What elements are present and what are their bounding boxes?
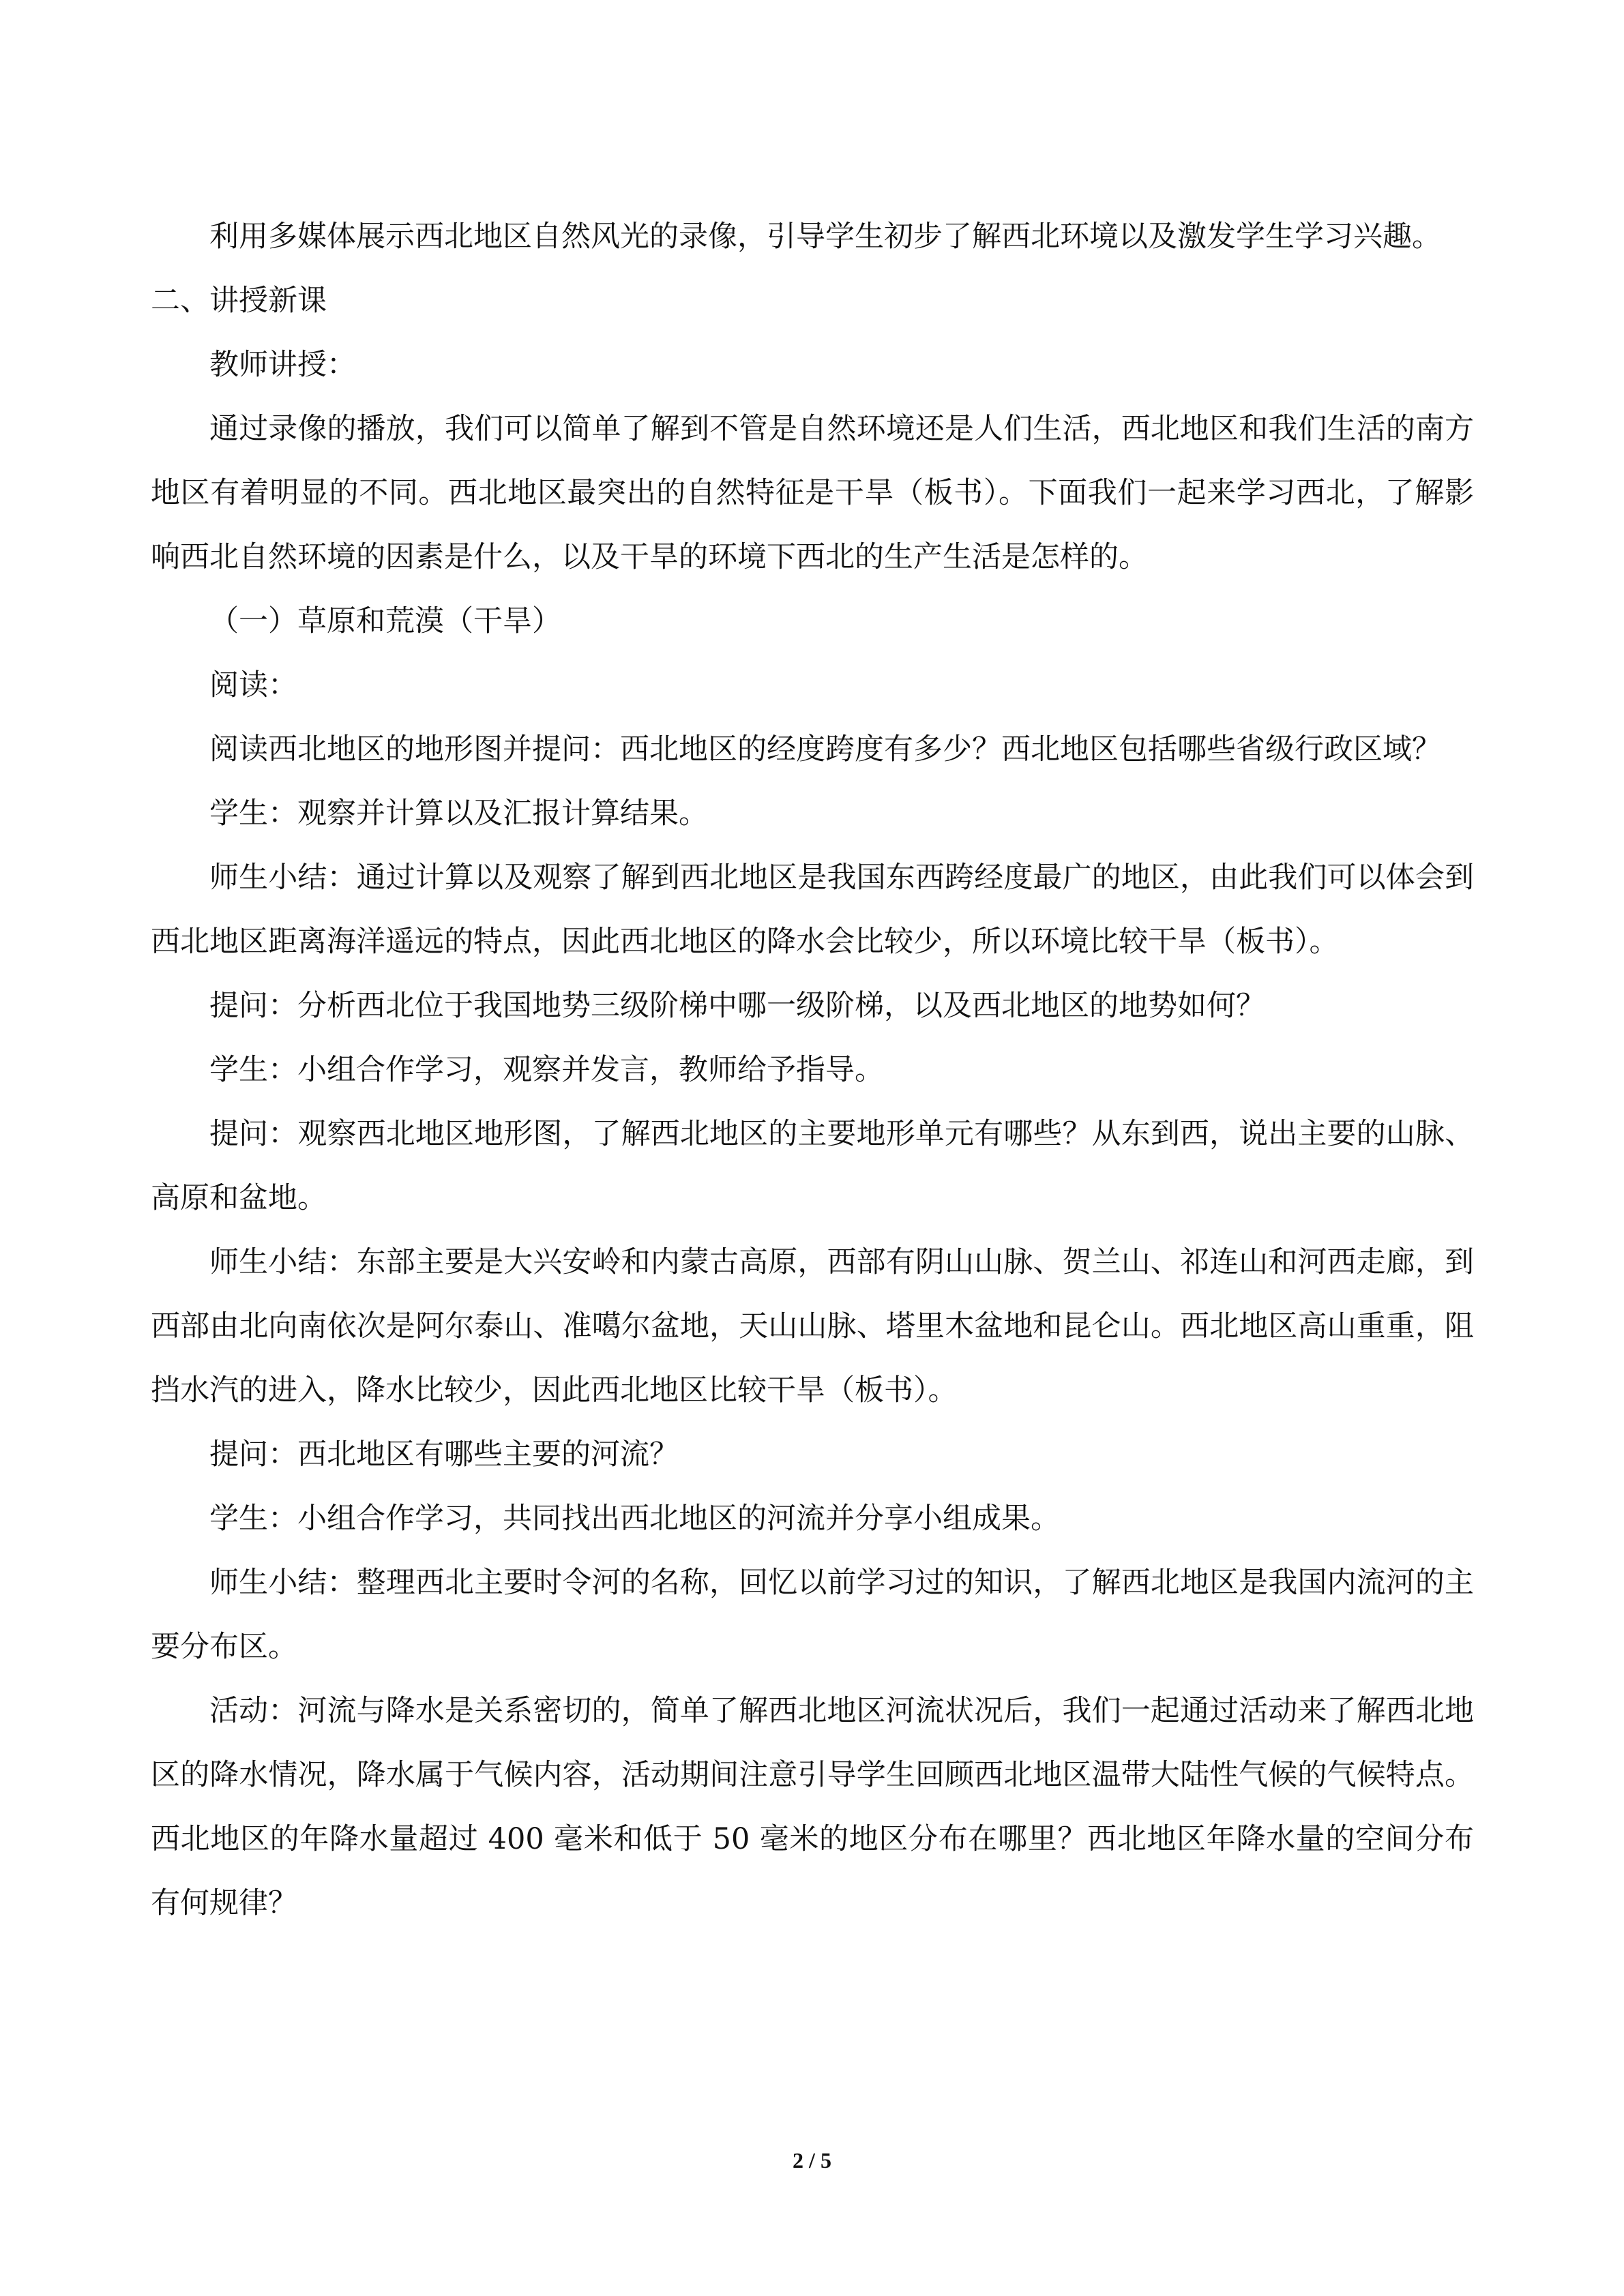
paragraph-student-rivers: 学生：小组合作学习，共同找出西北地区的河流并分享小组成果。 [209,1502,1060,1536]
section-heading-new-lesson: 二、讲授新课 [151,284,327,318]
paragraph-activity-precipitation: 活动：河流与降水是关系密切的，简单了解西北地区河流状况后，我们一起通过活动来了解西北地区的降水情况，降水属于气候内容，活动期间注意引导学生回顾西北地区温带大陆性气候的气候特点。西北地区的年降水量超过 400 毫米和低于 50 毫米的地区分布在哪里？西北地区年降水量的空间分布有何规律？ [151,1694,1474,1920]
paragraph-video-summary: 通过录像的播放，我们可以简单了解到不管是自然环境还是人们生活，西北地区和我们生活的南方地区有着明显的不同。西北地区最突出的自然特征是干旱（板书）。下面我们一起来学习西北，了解影响西北自然环境的因素是什么，以及干旱的环境下西北的生产生活是怎样的。 [151,412,1474,574]
paragraph-student-group-work: 学生：小组合作学习，观察并发言，教师给予指导。 [209,1053,884,1087]
paragraph-summary-longitude: 师生小结：通过计算以及观察了解到西北地区是我国东西跨经度最广的地区，由此我们可以体会到西北地区距离海洋遥远的特点，因此西北地区的降水会比较少，所以环境比较干旱（板书）。 [151,861,1474,959]
paragraph-intro-video: 利用多媒体展示西北地区自然风光的录像，引导学生初步了解西北环境以及激发学生学习兴趣。 [209,220,1441,254]
paragraph-reading-question: 阅读西北地区的地形图并提问：西北地区的经度跨度有多少？西北地区包括哪些省级行政区域？ [209,732,1441,766]
paragraph-summary-rivers: 师生小结：整理西北主要时令河的名称，回忆以前学习过的知识，了解西北地区是我国内流河的主要分布区。 [151,1566,1474,1664]
document-body [151,205,1474,1935]
paragraph-question-landforms: 提问：观察西北地区地形图，了解西北地区的主要地形单元有哪些？从东到西，说出主要的山脉、高原和盆地。 [151,1117,1474,1215]
paragraph-reading-label: 阅读： [209,668,297,702]
paragraph-question-rivers: 提问：西北地区有哪些主要的河流？ [209,1437,679,1472]
paragraph-question-terrain-steps: 提问：分析西北位于我国地势三级阶梯中哪一级阶梯，以及西北地区的地势如何？ [209,989,1265,1023]
subsection-heading-grassland-desert: （一）草原和荒漠（干旱） [209,604,561,638]
paragraph-teacher-lecture-label: 教师讲授： [209,348,356,382]
paragraph-student-observe: 学生：观察并计算以及汇报计算结果。 [209,796,708,831]
page-number: 2 / 5 [793,2148,831,2173]
paragraph-summary-landforms: 师生小结：东部主要是大兴安岭和内蒙古高原，西部有阴山山脉、贺兰山、祁连山和河西走廊，到西部由北向南依次是阿尔泰山、准噶尔盆地，天山山脉、塔里木盆地和昆仑山。西北地区高山重重，阻挡水汽的进入，降水比较少，因此西北地区比较干旱（板书）。 [151,1245,1474,1407]
